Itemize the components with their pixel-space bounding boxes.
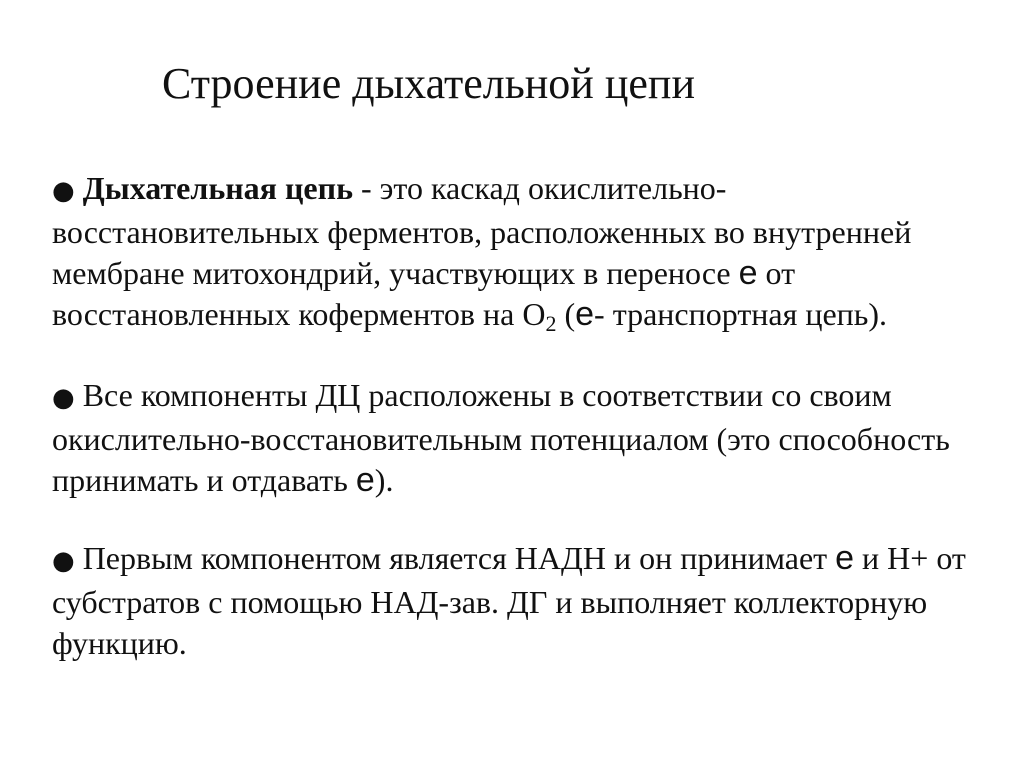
electron-symbol: е: [575, 295, 595, 333]
electron-symbol: е: [738, 254, 758, 292]
paragraph-components-order: [52, 375, 992, 501]
electron-symbol: е: [835, 539, 855, 577]
bullet-icon: ●: [52, 176, 75, 206]
bullet-icon: ●: [52, 383, 75, 413]
slide-title: Строение дыхательной цепи: [162, 59, 696, 108]
p2-text-2: ).: [374, 462, 394, 498]
oxygen-subscript: 2: [545, 311, 557, 336]
term-respiratory-chain: Дыхательная цепь: [82, 170, 353, 206]
p1-text-1: - это каскад окислительно-восстановительных ферментов, расположенных во внутренней мембране митохондрий, участвующих в переносе: [52, 170, 912, 291]
paragraph-respiratory-chain-definition: [52, 168, 992, 335]
bullet-icon: ●: [52, 546, 75, 576]
p2-text-1: Все компоненты ДЦ расположены в соответствии со своим окислительно-восстановительным потенциалом (это способность принимать и отдавать: [52, 377, 950, 498]
p3-text-2: и Н+ от субстратов с помощью НАД-зав. ДГ и выполняет коллекторную функцию.: [52, 540, 966, 661]
electron-symbol: е: [355, 461, 375, 499]
p1-text-2: от восстановленных коферментов на О: [52, 255, 796, 332]
p1-text-3: (: [556, 296, 576, 332]
paragraph-first-component: [52, 538, 992, 664]
p3-text-1: Первым компонентом является НАДН и он принимает: [74, 540, 836, 576]
p1-text-4: - транспортная цепь).: [594, 296, 888, 332]
